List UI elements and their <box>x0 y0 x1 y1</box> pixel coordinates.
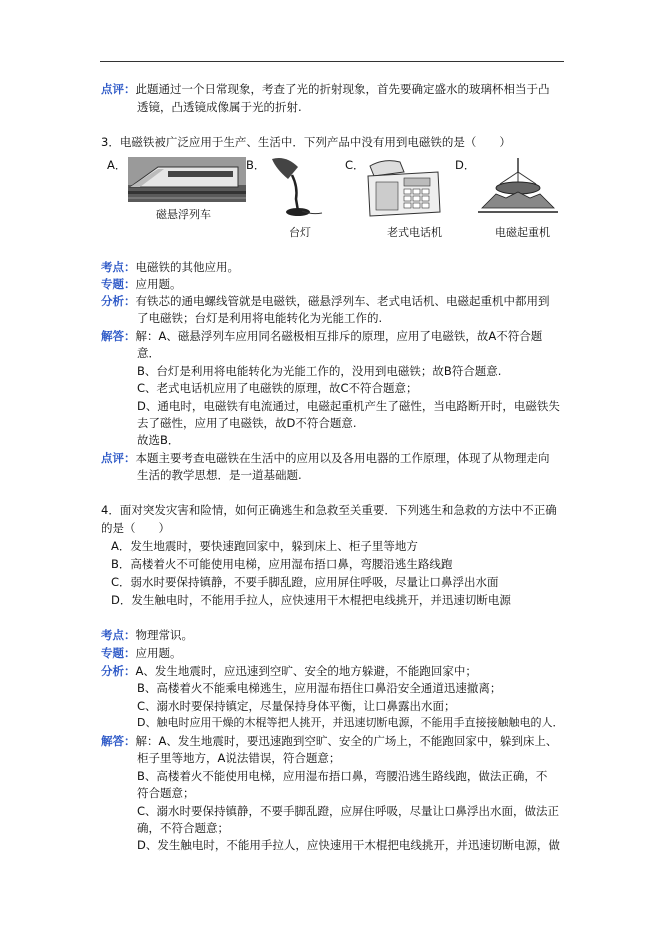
header-rule <box>100 61 564 62</box>
zhuanti-label: 专题： <box>101 277 136 291</box>
jieda-text: 解：A、磁悬浮列车应用同名磁极相互排斥的原理，应用了电磁铁，故A不符合题 <box>135 329 543 343</box>
q4-stem-line2: 的是（ ） <box>101 521 170 535</box>
q4-option-b: B．高楼着火不可能使用电梯，应用湿布捂口鼻，弯腰沿逃生路线跑 <box>111 557 453 571</box>
prev-comment-line1 <box>101 82 550 96</box>
jieda-text: 解：A、发生地震时，要迅速跑到空旷、安全的广场上，不能跑回家中，躲到床上、 <box>135 734 558 748</box>
fenxi-label: 分析： <box>101 294 136 308</box>
fenxi-text: 有铁芯的通电螺线管就是电磁铁，磁悬浮列车、老式电话机、电磁起重机中都用到 <box>135 294 550 308</box>
q4-kaodian <box>101 628 193 642</box>
jieda-label: 解答： <box>101 734 136 748</box>
q4-jieda-line5: C、溺水时要保持镇静，不要手脚乱蹬，应屏住呼吸，尽量让口鼻浮出水面，做法正 <box>137 804 560 818</box>
kaodian-text: 物理常识。 <box>135 628 193 642</box>
q3-jieda-line7: 故选B． <box>137 433 180 447</box>
q4-fenxi-line1 <box>101 664 477 678</box>
maglev-train-image <box>128 157 246 202</box>
fenxi-text: A、发生地震时，应迅速到空旷、安全的地方躲避，不能跑回家中； <box>135 664 477 678</box>
comment-label: 点评： <box>101 82 136 96</box>
kaodian-text: 电磁铁的其他应用。 <box>135 260 239 274</box>
q3-jieda-line6: 去了磁性，应用了电磁铁，故D不符合题意. <box>137 416 357 430</box>
q4-jieda-line2: 柜子里等地方，A说法错误，符合题意； <box>137 751 341 765</box>
electromagnetic-crane-image <box>476 158 560 214</box>
q3-option-a-caption: 磁悬浮列车 <box>156 208 211 221</box>
q4-jieda-line3: B、高楼着火不能使用电梯，应用湿布捂口鼻，弯腰沿逃生路线跑，做法正确，不 <box>137 769 548 783</box>
jieda-label: 解答： <box>101 329 136 343</box>
q3-jieda-line4: C、老式电话机应用了电磁铁的原理，故C不符合题意； <box>137 381 418 395</box>
q3-option-a-letter: A． <box>107 158 127 172</box>
q3-jieda-line1 <box>101 329 542 343</box>
q3-jieda-line3: B、台灯是利用将电能转化为光能工作的，没用到电磁铁；故B符合题意. <box>137 364 502 378</box>
q4-jieda-line7: D、发生触电时，不能用手拉人，应快速用干木棍把电线挑开，并迅速切断电源，做 <box>137 838 560 852</box>
q4-option-c: C．弱水时要保持镇静，不要手脚乱蹬，应用屏住呼吸，尽量让口鼻浮出水面 <box>111 575 499 589</box>
q3-fenxi-line1 <box>101 294 550 308</box>
q3-kaodian <box>101 260 239 274</box>
comment-text: 此题通过一个日常现象，考查了光的折射现象，首先要确定盛水的玻璃杯相当于凸 <box>135 82 550 96</box>
q3-jieda-line2: 意． <box>137 346 160 360</box>
q4-fenxi-line2: B、高楼着火不能乘电梯逃生，应用湿布捂住口鼻沿安全通道迅速撤离； <box>137 681 502 695</box>
q4-option-d: D．发生触电时，不能用手拉人，应快速用干木棍把电线挑开，并迅速切断电源 <box>111 593 511 607</box>
zhuanti-text: 应用题。 <box>135 277 182 291</box>
kaodian-label: 考点： <box>101 260 136 274</box>
q3-option-b-caption: 台灯 <box>289 226 311 239</box>
q3-option-d-letter: D． <box>455 158 476 172</box>
old-telephone-image <box>364 158 442 218</box>
q4-option-a: A．发生地震时，要快速跑回家中，躲到床上、柜子里等地方 <box>111 539 418 553</box>
zhuanti-text: 应用题。 <box>135 646 182 660</box>
q3-option-c-caption: 老式电话机 <box>387 226 442 239</box>
q3-zhuanti <box>101 277 182 291</box>
q3-jieda-line5: D、通电时，电磁铁有电流通过，电磁起重机产生了磁性，当电路断开时，电磁铁失 <box>137 399 560 413</box>
q4-fenxi-line3: C、溺水时要保持镇定，尽量保持身体平衡，让口鼻露出水面； <box>137 699 456 713</box>
q4-jieda-line1 <box>101 734 557 748</box>
dianping-label: 点评： <box>101 451 136 465</box>
zhuanti-label: 专题： <box>101 646 136 660</box>
prev-comment-line2: 透镜，凸透镜成像属于光的折射. <box>137 100 302 114</box>
desk-lamp-image <box>268 157 326 217</box>
q3-option-d-caption: 电磁起重机 <box>495 226 550 239</box>
q3-dianping-line2: 生活的教学思想．是一道基础题. <box>137 468 302 482</box>
q4-stem-line1: 4．面对突发灾害和险情，如何正确逃生和急救至关重要．下列逃生和急救的方法中不正确 <box>101 503 557 517</box>
q4-zhuanti <box>101 646 182 660</box>
kaodian-label: 考点： <box>101 628 136 642</box>
q3-fenxi-line2: 了电磁铁；台灯是利用将电能转化为光能工作的. <box>137 311 383 325</box>
q3-stem: 3．电磁铁被广泛应用于生产、生活中．下列产品中没有用到电磁铁的是（ ） <box>101 135 511 149</box>
q3-dianping-line1 <box>101 451 550 465</box>
q4-jieda-line4: 符合题意； <box>137 786 195 800</box>
dianping-text: 本题主要考查电磁铁在生活中的应用以及各用电器的工作原理，体现了从物理走向 <box>135 451 550 465</box>
q4-jieda-line6: 确，不符合题意； <box>137 821 229 835</box>
q4-fenxi-line4: D、触电时应用干燥的木棍等把人挑开，并迅速切断电源，不能用手直接接触触电的人． <box>137 716 564 729</box>
q3-option-c-letter: C． <box>345 158 365 172</box>
fenxi-label: 分析： <box>101 664 136 678</box>
q3-option-b-letter: B． <box>246 158 266 172</box>
